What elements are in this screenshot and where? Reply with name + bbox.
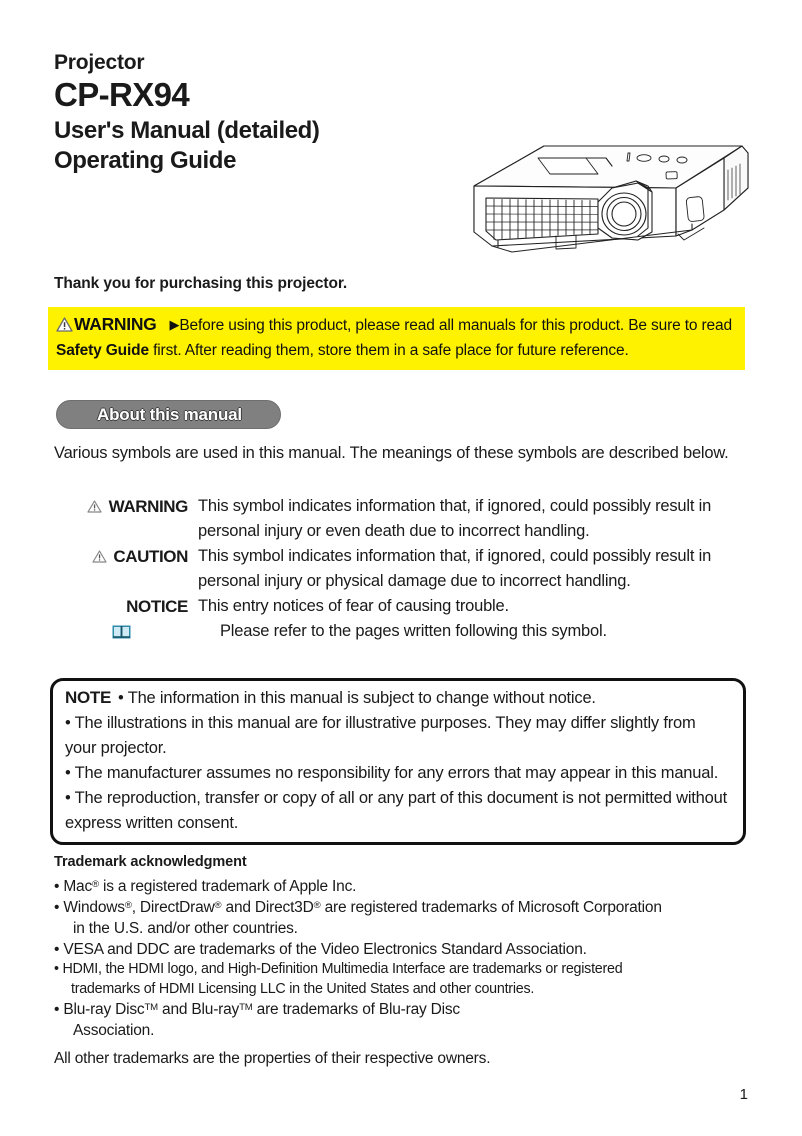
definition-label-notice: NOTICE (126, 597, 188, 616)
trademark-continuation: in the U.S. and/or other countries. (73, 920, 298, 937)
registered-mark-icon: ® (92, 878, 99, 890)
registered-mark-icon: ® (214, 899, 222, 911)
note-item-3: • The reproduction, transfer or copy of all or any part of this document is not permitted without express written consent. (65, 789, 727, 832)
book-icon (48, 619, 194, 645)
registered-mark-icon: ® (124, 899, 132, 911)
page-number: 1 (739, 1086, 748, 1103)
trademark-text: are trademarks of Blu-ray Disc (252, 1001, 460, 1018)
manual-type-line-2: Operating Guide (54, 147, 237, 174)
definition-text-warning: This symbol indicates information that, if ignored, could possibly result in personal injury or even death due to incorrect handling. (198, 497, 712, 540)
section-heading-pill (56, 400, 281, 429)
trademark-text: • Windows (54, 899, 125, 916)
definition-row-notice (48, 594, 748, 619)
trademark-continuation: trademarks of HDMI Licensing LLC in the United States and other countries. (71, 980, 535, 997)
definition-row-warning (48, 494, 748, 544)
definition-label-text: WARNING (108, 497, 188, 516)
trademark-text: and Blu-ray (157, 1001, 240, 1018)
definition-label-warning (48, 494, 194, 519)
symbol-definition-list (48, 494, 748, 645)
warning-text-part-2: first. After reading them, store them in a safe place for future reference. (148, 342, 629, 359)
trademark-item-windows (54, 897, 754, 939)
warning-triangle-icon (56, 316, 73, 339)
thank-you-line: Thank you for purchasing this projector. (54, 275, 348, 292)
definition-label-text: CAUTION (113, 547, 188, 566)
trademark-text: and Direct3D (221, 899, 314, 916)
registered-mark-icon: ® (313, 899, 321, 911)
warning-label: WARNING (74, 314, 157, 334)
trademark-continuation: Association. (73, 1022, 155, 1039)
model-number: CP-RX94 (54, 76, 190, 113)
definition-text-caution: This symbol indicates information that, if ignored, could possibly result in personal injury or physical damage due to incorrect handling. (198, 547, 712, 590)
note-item-1: • The illustrations in this manual are for illustrative purposes. They may differ slightly from your projector. (65, 714, 696, 757)
trademark-text: is a registered trademark of Apple Inc. (98, 878, 357, 895)
trademark-item-vesa (54, 939, 754, 960)
trademark-item-bluray (54, 999, 754, 1041)
trademark-text: are registered trademarks of Microsoft Corporation (320, 899, 662, 916)
trademark-mark-icon: TM (144, 1001, 158, 1013)
definition-row-caution (48, 544, 748, 594)
arrow-right-icon: ▶ (169, 317, 180, 332)
trademark-item-hdmi (54, 960, 754, 999)
trademark-text: • HDMI, the HDMI logo, and High-Definition Multimedia Interface are trademarks or registered (54, 961, 623, 977)
warning-callout-box (48, 307, 745, 370)
trademark-text: , DirectDraw (131, 899, 215, 916)
warning-text-part-1: Before using this product, please read all manuals for this product. Be sure to read (179, 317, 732, 334)
trademark-text: • Blu-ray Disc (54, 1001, 145, 1018)
trademark-footer: All other trademarks are the properties of their respective owners. (54, 1050, 491, 1067)
note-item-0: • The information in this manual is subject to change without notice. (118, 689, 596, 707)
note-first-line (65, 685, 731, 711)
trademark-item-mac (54, 876, 754, 897)
safety-guide-term: Safety Guide (56, 342, 149, 359)
section-heading-label: About this manual (97, 405, 242, 424)
trademark-mark-icon: TM (239, 1001, 253, 1013)
note-item-2: • The manufacturer assumes no responsibility for any errors that may appear in this manual. (65, 764, 719, 782)
note-label: NOTE (65, 688, 112, 707)
definition-text-book: Please refer to the pages written following this symbol. (220, 622, 607, 640)
definition-row-book (48, 619, 748, 645)
definition-label-caution (48, 544, 194, 569)
section-intro-paragraph: Various symbols are used in this manual. The meanings of these symbols are described below. (54, 444, 729, 462)
trademark-heading: Trademark acknowledgment (54, 854, 247, 870)
caution-triangle-icon (92, 547, 111, 566)
warning-triangle-icon (87, 497, 106, 516)
title-block (54, 50, 474, 174)
product-category-label: Projector (54, 51, 145, 74)
manual-type-line-1: User's Manual (detailed) (54, 117, 320, 144)
trademark-text: • VESA and DDC are trademarks of the Video Electronics Standard Association. (54, 941, 587, 958)
projector-illustration (452, 136, 772, 272)
trademark-text: • Mac (54, 878, 93, 895)
note-box (50, 678, 746, 845)
trademark-list (54, 876, 754, 1041)
definition-text-notice: This entry notices of fear of causing trouble. (198, 597, 509, 615)
